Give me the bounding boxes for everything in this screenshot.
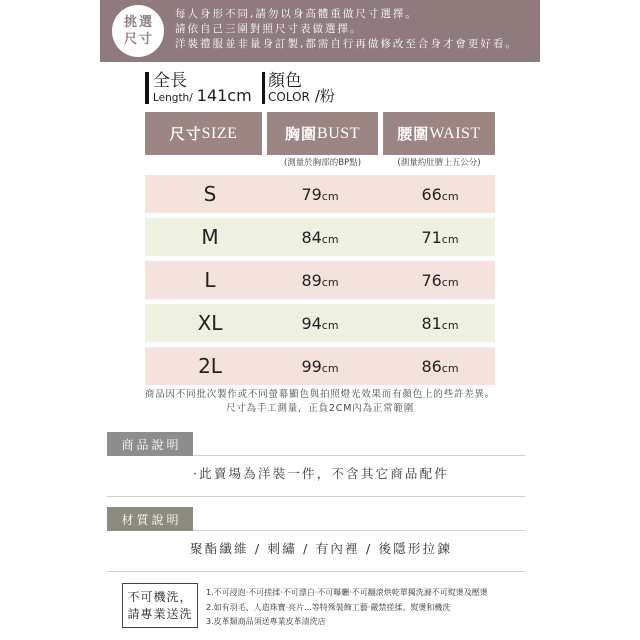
table-row xyxy=(145,175,495,213)
unit-label: cm xyxy=(441,318,459,332)
care-warning-line-2: 請專業送洗 xyxy=(127,606,193,621)
care-instruction-1: 1.不可浸泡·不可搓揉·不可漂白·不可曝曬·不可翻滾烘乾單獨洗滌不可熨燙及壓燙 xyxy=(206,588,488,597)
bust-value: 94 xyxy=(301,313,322,333)
table-row xyxy=(145,304,495,342)
header-bust-en: BUST xyxy=(317,124,360,142)
length-value: 141cm xyxy=(196,86,252,105)
badge-line-size: 尺寸 xyxy=(123,32,154,47)
waist-value: 76 xyxy=(421,270,442,290)
size-cell: L xyxy=(204,268,216,292)
product-description-label: 商品說明 xyxy=(107,432,193,456)
care-instructions xyxy=(206,586,488,630)
bust-cell xyxy=(275,304,365,342)
color-line xyxy=(268,86,335,107)
length-label-zh: 全長 xyxy=(153,71,187,91)
header-waist xyxy=(383,112,495,155)
color-accent-bar xyxy=(262,72,265,104)
waist-cell xyxy=(385,261,495,299)
table-row xyxy=(145,261,495,299)
unit-label: cm xyxy=(441,361,459,375)
disclaimer-line-1: 商品因不同批次製作或不同螢幕顯色與拍照燈光效果而有顏色上的些許差異。 xyxy=(144,389,496,400)
bust-value: 84 xyxy=(301,227,322,247)
care-warning-box xyxy=(122,583,198,628)
product-description-text: ·此賣場為洋裝一件，不含其它商品配件 xyxy=(192,466,450,481)
color-label-zh: 顏色 xyxy=(268,71,302,91)
care-instruction-2: 2.如有羽毛、人造珠寶·亮片...等特殊裝飾工藝·嚴禁搓揉、熨燙和機洗 xyxy=(206,602,451,612)
header-waist-zh: 腰圍 xyxy=(397,125,430,143)
bust-value: 79 xyxy=(301,184,322,204)
notice-line-2: 請依自己三圍對照尺寸表做選擇。 xyxy=(175,23,363,35)
color-value: /粉 xyxy=(314,87,335,105)
waist-cell xyxy=(385,304,495,342)
bust-cell xyxy=(275,347,365,385)
length-accent-bar xyxy=(145,72,149,104)
unit-label: cm xyxy=(321,189,339,203)
waist-value: 86 xyxy=(421,356,442,376)
length-label-en: Length/ xyxy=(153,92,193,104)
waist-measure-note: (測量約肚臍上五公分) xyxy=(397,158,481,168)
bust-measure-note: (測量於胸部的BP點) xyxy=(283,158,362,168)
waist-value: 66 xyxy=(421,184,442,204)
header-size xyxy=(145,112,262,155)
length-line xyxy=(153,86,252,108)
waist-value: 71 xyxy=(421,227,442,247)
waist-cell xyxy=(385,218,495,256)
bust-value: 99 xyxy=(301,356,322,376)
material-description-label: 材質說明 xyxy=(107,507,193,531)
notice-text xyxy=(175,7,518,52)
unit-label: cm xyxy=(321,275,339,289)
choose-size-badge xyxy=(112,5,164,57)
care-warning-line-1: 不可機洗， xyxy=(127,589,193,604)
notice-line-1: 每人身形不同,請勿以身高體重做尺寸選擇。 xyxy=(175,8,418,20)
bust-cell xyxy=(275,218,365,256)
unit-label: cm xyxy=(321,361,339,375)
header-bust-zh: 胸圍 xyxy=(285,125,318,143)
unit-label: cm xyxy=(441,232,459,246)
care-instruction-3: 3.皮革類商品須送專業皮革清洗店 xyxy=(206,617,326,626)
size-cell: 2L xyxy=(198,354,222,378)
section-divider xyxy=(193,530,525,531)
unit-label: cm xyxy=(441,189,459,203)
disclaimer xyxy=(0,388,640,416)
color-label-en: COLOR xyxy=(268,90,310,104)
size-cell: XL xyxy=(197,311,223,335)
waist-cell xyxy=(385,175,495,213)
waist-cell xyxy=(385,347,495,385)
unit-label: cm xyxy=(321,318,339,332)
header-size-en: SIZE xyxy=(201,124,238,142)
notice-line-3: 洋裝禮服並非量身訂製,都需自行再做修改至合身才會更好看。 xyxy=(175,38,518,50)
badge-line-choose: 挑選 xyxy=(123,15,154,30)
size-cell: S xyxy=(203,182,217,206)
header-size-zh: 尺寸 xyxy=(169,125,202,143)
section-divider xyxy=(107,496,525,497)
header-bust xyxy=(267,112,378,155)
section-divider xyxy=(107,571,525,572)
unit-label: cm xyxy=(321,232,339,246)
waist-value: 81 xyxy=(421,313,442,333)
size-cell: M xyxy=(201,225,219,249)
unit-label: cm xyxy=(441,275,459,289)
disclaimer-line-2: 尺寸為手工測量，正負2CM內為正常範圍 xyxy=(225,403,415,414)
bust-cell xyxy=(275,261,365,299)
table-row xyxy=(145,218,495,256)
section-divider xyxy=(193,455,525,456)
header-waist-en: WAIST xyxy=(429,124,481,142)
notice-banner xyxy=(100,0,540,62)
material-description-text: 聚酯纖維 / 刺繡 / 有內裡 / 後隱形拉鍊 xyxy=(189,541,453,556)
bust-cell xyxy=(275,175,365,213)
table-row xyxy=(145,347,495,385)
bust-value: 89 xyxy=(301,270,322,290)
